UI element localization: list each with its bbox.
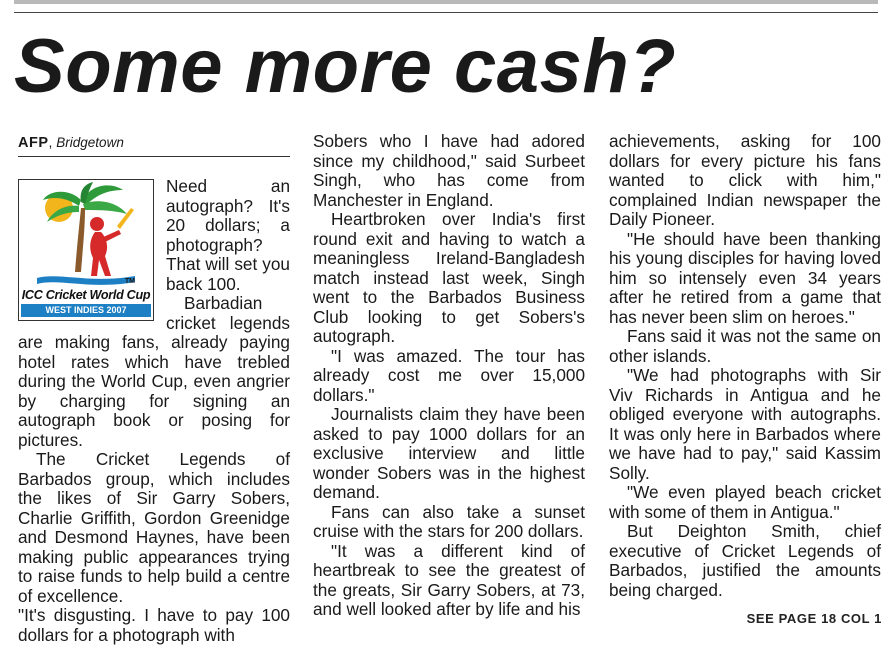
column-2 (313, 132, 585, 620)
paragraph: Need an autograph? It's 20 dollars; a photograph? That will set you back 100. (166, 176, 290, 294)
palm-frond-icon (83, 201, 127, 214)
paragraph: The Cricket Legends of Barbados group, which includes the likes of Sir Garry Sobers, Charlie Griffith, Gordon Greenidge and Desmond Haynes, have been making public appearances trying to raise funds to help build a centre of excellence. (18, 449, 290, 606)
logo-title: ICC Cricket World Cup (21, 288, 151, 302)
top-divider (14, 12, 878, 13)
paragraph: Fans said it was not the same on other islands. (609, 326, 881, 366)
paragraph: Heartbroken over India's first round exit and having to watch a meaningless Ireland-Bangladesh match instead last week, Singh went to the Barbados Business Club looking to get Sobers's autograph. (313, 209, 585, 346)
paragraph: Sobers who I have had adored since my childhood," said Surbeet Singh, who has come from Manchester in England. (313, 131, 585, 210)
paragraph: "It's disgusting. I have to pay 100 dollars for a photograph with (18, 605, 290, 645)
paragraph: "We even played beach cricket with some of them in Antigua." (609, 482, 881, 522)
paragraph: Journalists claim they have been asked to pay 1000 dollars for an exclusive interview and little wonder Sobers was in the highest demand. (313, 404, 585, 502)
paragraph: Fans can also take a sunset cruise with the stars for 200 dollars. (313, 501, 585, 541)
byline-divider (18, 156, 290, 157)
continuation-note: SEE PAGE 18 COL 1 (746, 611, 882, 626)
column-3 (609, 132, 881, 600)
paragraph: Barbadian cricket legends are making fans, already paying hotel rates which have trebled during the World Cup, even angrier by charging for signing an autograph book or posing for pictures. (18, 293, 290, 450)
byline (18, 132, 290, 154)
paragraph: achievements, asking for 100 dollars for every picture his fans wanted to click with him," complained Indian newspaper the Daily Pioneer. (609, 131, 881, 229)
paragraph: But Deighton Smith, chief executive of Cricket Legends of Barbados, justified the amounts being charged. (609, 521, 881, 600)
paragraph: "I was amazed. The tour has already cost me over 15,000 dollars." (313, 345, 585, 405)
trademark: TM (124, 278, 135, 285)
paragraph: "He should have been thanking his young disciples for having loved him so intensely even 34 years after he retired from a game that has never been slim on heroes." (609, 228, 881, 327)
paragraph: "We had photographs with Sir Viv Richards in Antigua and he obliged everyone with autographs. It was only here in Barbados where we have had to pay," said Kassim Solly. (609, 365, 881, 483)
paragraph: "It was a different kind of heartbreak to see the greatest of the greats, Sir Garry Sobers, at 73, and well looked after by life and his (313, 540, 585, 619)
headline: Some more cash? (14, 24, 677, 109)
figure-head-icon (90, 217, 104, 231)
byline-agency: AFP (18, 135, 49, 151)
byline-separator: , (48, 134, 53, 150)
wave-icon (37, 276, 135, 285)
byline-place: Bridgetown (56, 135, 124, 150)
world-cup-logo (18, 179, 154, 321)
palm-trunk-icon (75, 208, 85, 272)
column-1 (18, 132, 290, 645)
logo-subtitle: WEST INDIES 2007 (21, 304, 151, 317)
top-rule (14, 0, 878, 4)
